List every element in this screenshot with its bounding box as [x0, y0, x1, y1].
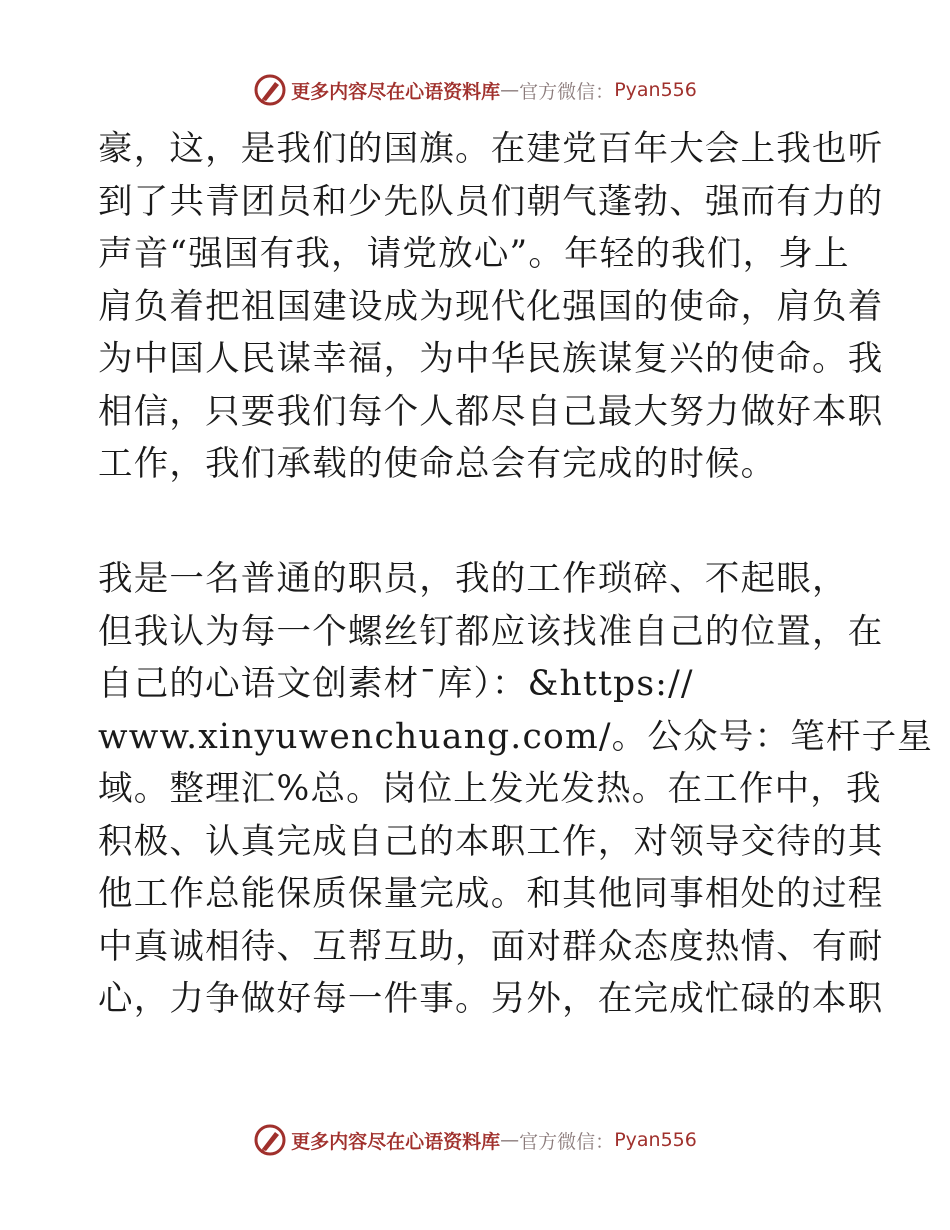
- banner-site-name: 更多内容尽在心语资料库: [291, 80, 501, 103]
- text-line: 积极、认真完成自己的本职工作，对领导交待的其: [98, 821, 884, 862]
- banner-wechat-id: Pyan556: [614, 79, 697, 101]
- text-line: 声音“强国有我，请党放心”。年轻的我们，身上: [98, 234, 850, 274]
- text-line: 豪，这，是我们的国旗。在建党百年大会上我也听: [98, 129, 884, 169]
- text-line: 但我认为每一个螺丝钉都应该找准自己的位置，在: [98, 611, 884, 652]
- text-line: 域。整理汇%总。岗位上发光发热。在工作中，我: [98, 769, 882, 809]
- pen-circle-logo-icon: [253, 73, 287, 107]
- text-line: www.xinyuwenchuang.com/。公众号：笔杆子星: [98, 716, 933, 757]
- text-line: 肩负着把祖国建设成为现代化强国的使命，肩负着: [98, 286, 884, 327]
- paragraph-2: [98, 553, 933, 1026]
- pen-circle-logo-icon: [253, 1123, 287, 1157]
- text-line: 到了共青团员和少先队员们朝气蓬勃、强而有力的: [98, 181, 884, 222]
- banner-dash: —: [500, 1129, 520, 1151]
- text-line: 心，力争做好每一件事。另外，在完成忙碌的本职: [98, 979, 884, 1019]
- footer-banner: [0, 1120, 950, 1160]
- text-line: 他工作总能保质保量完成。和其他同事相处的过程: [98, 874, 884, 914]
- text-line: 中真诚相待、互帮互助，面对群众态度热情、有耐: [98, 926, 884, 967]
- text-line: 为中国人民谋幸福，为中华民族谋复兴的使命。我: [98, 339, 884, 379]
- header-banner: [0, 70, 950, 110]
- text-line: 我是一名普通的职员，我的工作琐碎、不起眼，: [98, 559, 848, 599]
- banner-wechat-id: Pyan556: [614, 1129, 697, 1151]
- text-line: 工作，我们承载的使命总会有完成的时候。: [98, 444, 777, 484]
- text-line: 自己的心语文创素材¯库）：&https://: [98, 664, 694, 704]
- banner-wechat-label: 官方微信：: [519, 80, 615, 103]
- banner-wechat-label: 官方微信：: [519, 1130, 615, 1153]
- paragraph-1: [98, 123, 884, 491]
- banner-site-name: 更多内容尽在心语资料库: [291, 1130, 501, 1153]
- text-line: 相信，只要我们每个人都尽自己最大努力做好本职: [98, 391, 884, 432]
- banner-dash: —: [500, 79, 520, 101]
